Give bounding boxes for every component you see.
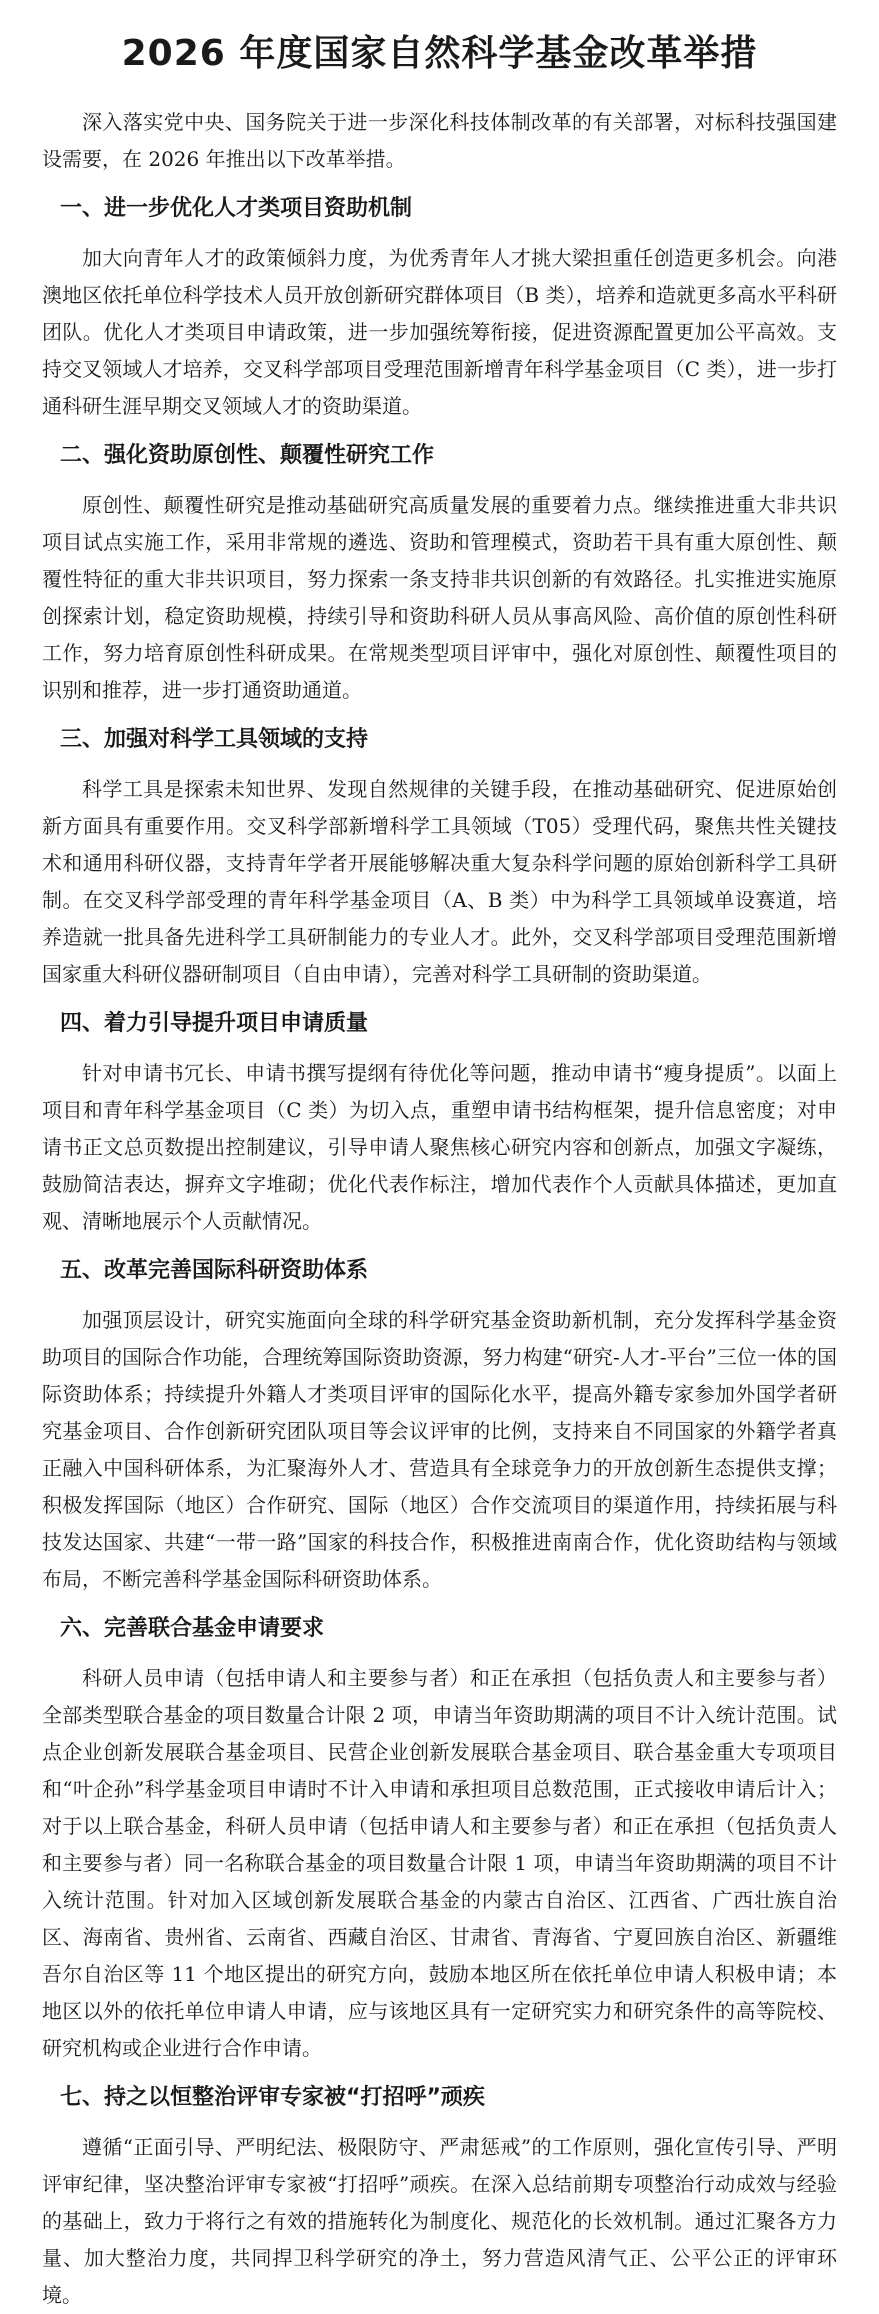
- section-heading: 一、进一步优化人才类项目资助机制: [60, 196, 413, 221]
- section-body: 科研人员申请（包括申请人和主要参与者）和正在承担（包括负责人和主要参与者）全部类型联合基金的项目数量合计限 2 项，申请当年资助期满的项目不计入统计范围。试点企业创新发展联合基金项目、民营企业创新发展联合基金项目、联合基金重大专项项目和“叶企孙”科学基金项目申请时不计入申请和承担项目总数范围，正式接收申请后计入；对于以上联合基金，科研人员申请（包括申请人和主要参与者）和正在承担（包括负责人和主要参与者）同一名称联合基金的项目数量合计限 1 项，申请当年资助期满的项目不计入统计范围。针对加入区域创新发展联合基金的内蒙古自治区、江西省、广西壮族自治区、海南省、贵州省、云南省、西藏自治区、甘肃省、青海省、宁夏回族自治区、新疆维吾尔自治区等 11 个地区提出的研究方向，鼓励本地区所在依托单位申请人积极申请；本地区以外的依托单位申请人申请，应与该地区具有一定研究实力和研究条件的高等院校、研究机构或企业进行合作申请。: [42, 1666, 837, 2060]
- section-3: [42, 721, 837, 993]
- section-5: [42, 1252, 837, 1598]
- intro-paragraph: 深入落实党中央、国务院关于进一步深化科技体制改革的有关部署，对标科技强国建设需要，在 2026 年推出以下改革举措。: [42, 110, 837, 171]
- section-body: 加大向青年人才的政策倾斜力度，为优秀青年人才挑大梁担重任创造更多机会。向港澳地区依托单位科学技术人员开放创新研究群体项目（B 类），培养和造就更多高水平科研团队。优化人才类项目申请政策，进一步加强统筹衔接，促进资源配置更加公平高效。支持交叉领域人才培养，交叉科学部项目受理范围新增青年科学基金项目（C 类），进一步打通科研生涯早期交叉领域人才的资助渠道。: [42, 246, 837, 418]
- section-body: 科学工具是探索未知世界、发现自然规律的关键手段，在推动基础研究、促进原始创新方面具有重要作用。交叉科学部新增科学工具领域（T05）受理代码，聚焦共性关键技术和通用科研仪器，支持青年学者开展能够解决重大复杂科学问题的原始创新科学工具研制。在交叉科学部受理的青年科学基金项目（A、B 类）中为科学工具领域单设赛道，培养造就一批具备先进科学工具研制能力的专业人才。此外，交叉科学部项目受理范围新增国家重大科研仪器研制项目（自由申请），完善对科学工具研制的资助渠道。: [42, 777, 837, 986]
- page-title: 2026 年度国家自然科学基金改革举措: [121, 33, 758, 74]
- section-1: [42, 190, 837, 425]
- section-body: 遵循“正面引导、严明纪法、极限防守、严肃惩戒”的工作原则，强化宣传引导、严明评审纪律，坚决整治评审专家被“打招呼”顽疾。在深入总结前期专项整治行动成效与经验的基础上，致力于将行之有效的措施转化为制度化、规范化的长效机制。通过汇聚各方力量、加大整治力度，共同捍卫科学研究的净土，努力营造风清气正、公平公正的评审环境。: [42, 2135, 837, 2307]
- section-heading: 三、加强对科学工具领域的支持: [60, 727, 369, 752]
- section-body: 加强顶层设计，研究实施面向全球的科学研究基金资助新机制，充分发挥科学基金资助项目的国际合作功能，合理统筹国际资助资源，努力构建“研究-人才-平台”三位一体的国际资助体系；持续提升外籍人才类项目评审的国际化水平，提高外籍专家参加外国学者研究基金项目、合作创新研究团队项目等会议评审的比例，支持来自不同国家的外籍学者真正融入中国科研体系，为汇聚海外人才、营造具有全球竞争力的开放创新生态提供支撑；积极发挥国际（地区）合作研究、国际（地区）合作交流项目的渠道作用，持续拓展与科技发达国家、共建“一带一路”国家的科技合作，积极推进南南合作，优化资助结构与领域布局，不断完善科学基金国际科研资助体系。: [42, 1308, 837, 1591]
- section-body: 针对申请书冗长、申请书撰写提纲有待优化等问题，推动申请书“瘦身提质”。以面上项目和青年科学基金项目（C 类）为切入点，重塑申请书结构框架，提升信息密度；对申请书正文总页数提出控制建议，引导申请人聚焦核心研究内容和创新点，加强文字凝练，鼓励简洁表达，摒弃文字堆砌；优化代表作标注，增加代表作个人贡献具体描述，更加直观、清晰地展示个人贡献情况。: [42, 1061, 837, 1233]
- section-4: [42, 1005, 837, 1240]
- section-body: 原创性、颠覆性研究是推动基础研究高质量发展的重要着力点。继续推进重大非共识项目试点实施工作，采用非常规的遴选、资助和管理模式，资助若干具有重大原创性、颠覆性特征的重大非共识项目，努力探索一条支持非共识创新的有效路径。扎实推进实施原创探索计划，稳定资助规模，持续引导和资助科研人员从事高风险、高价值的原创性科研工作，努力培育原创性科研成果。在常规类型项目评审中，强化对原创性、颠覆性项目的识别和推荐，进一步打通资助通道。: [42, 493, 837, 702]
- section-6: [42, 1610, 837, 2067]
- section-heading: 七、持之以恒整治评审专家被“打招呼”顽疾: [60, 2085, 485, 2110]
- section-heading: 四、着力引导提升项目申请质量: [60, 1011, 369, 1036]
- section-7: [42, 2079, 837, 2314]
- section-heading: 五、改革完善国际科研资助体系: [60, 1258, 369, 1283]
- section-2: [42, 437, 837, 709]
- section-heading: 六、完善联合基金申请要求: [60, 1616, 325, 1641]
- section-heading: 二、强化资助原创性、颠覆性研究工作: [60, 443, 435, 468]
